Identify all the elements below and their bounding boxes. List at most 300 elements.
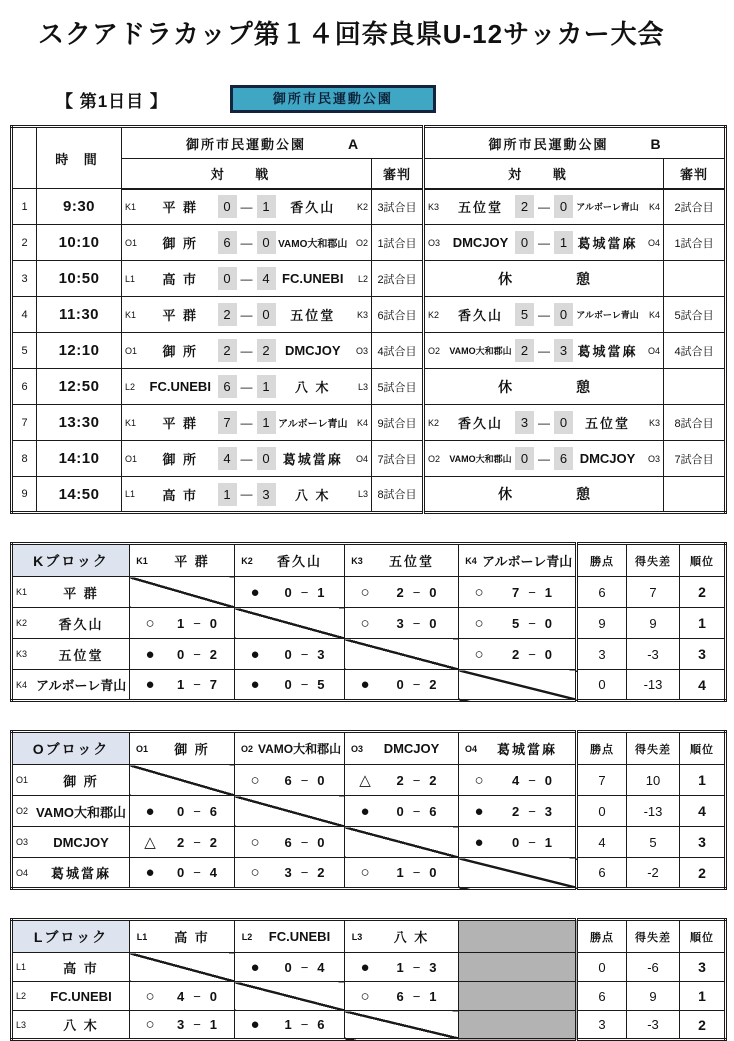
away-goals: 0	[317, 772, 325, 788]
away-team-code: O4	[355, 453, 368, 464]
away-team-code: K4	[356, 417, 368, 428]
result-mark-icon: ○	[360, 614, 370, 632]
block-row	[12, 639, 726, 670]
block-col-header	[459, 544, 577, 577]
referee-a-cell: 5試合目	[372, 369, 424, 405]
rank-header: 順位	[680, 544, 726, 577]
home-team-name: VAMO大和郡山	[449, 346, 512, 356]
home-goals: 2	[396, 772, 404, 788]
home-goals: 0	[176, 803, 185, 819]
away-team-name: 八 木	[294, 487, 331, 503]
block-row	[12, 953, 726, 982]
gd-cell: 9	[627, 608, 680, 639]
team-name: アルボーレ青山	[482, 554, 573, 569]
diagonal-cell	[130, 577, 235, 608]
home-team-code: O2	[428, 453, 441, 464]
team-code: O3	[16, 837, 29, 847]
result-score	[165, 616, 229, 631]
result-mark-icon: ●	[474, 802, 484, 820]
match-b-cell	[424, 189, 664, 225]
result-mark-icon: ○	[360, 864, 370, 881]
match-b-content	[428, 303, 660, 326]
result-content	[235, 647, 344, 662]
day-label: 【 第1日目 】	[56, 91, 168, 111]
away-team-code: K3	[356, 309, 368, 320]
away-goals: 5	[317, 677, 325, 692]
away-team-code: L2	[357, 273, 368, 284]
match-a-content	[125, 303, 368, 326]
gd-cell: -3	[627, 1011, 680, 1040]
result-content	[130, 677, 234, 692]
diagonal-cell	[345, 1011, 459, 1040]
team-name: 葛城當麻	[50, 866, 111, 881]
score-dash: −	[412, 803, 421, 819]
away-team-code: O4	[648, 345, 661, 356]
block-col-header	[459, 920, 577, 953]
schedule-row	[12, 225, 726, 261]
diagonal-cell	[130, 765, 235, 796]
points-cell: 6	[577, 858, 627, 889]
time-cell: 12:10	[37, 333, 122, 369]
block-row	[12, 765, 726, 796]
referee-b-cell: 2試合目	[664, 189, 726, 225]
match-b-cell	[424, 405, 664, 441]
gd-header: 得失差	[627, 544, 680, 577]
rank-cell: 2	[680, 1011, 726, 1040]
away-team-code: O3	[355, 345, 368, 356]
home-goals: 4	[511, 772, 520, 788]
home-score: 5	[515, 303, 534, 326]
result-content	[235, 1017, 344, 1032]
match-a-content	[125, 267, 368, 290]
away-score: 3	[554, 339, 573, 362]
home-team-name: 平 群	[162, 200, 199, 216]
result-cell	[235, 577, 345, 608]
result-mark-icon: ○	[250, 771, 260, 789]
result-score	[270, 585, 339, 600]
away-team-name: VAMO大和郡山	[278, 239, 348, 250]
result-mark-icon: ●	[360, 802, 370, 820]
referee-a-cell: 1試合目	[372, 225, 424, 261]
score-dash: —	[538, 307, 551, 322]
score-dash: —	[240, 487, 253, 501]
home-team-code: K1	[125, 201, 137, 212]
team-name: 葛城當麻	[496, 742, 557, 757]
result-cell	[345, 858, 459, 889]
away-team-name: アルボーレ青山	[576, 202, 639, 213]
home-goals: 1	[284, 1017, 292, 1032]
team-code: O4	[16, 867, 29, 878]
result-cell	[130, 982, 235, 1011]
score-dash: −	[193, 803, 201, 819]
away-goals: 6	[429, 803, 437, 819]
venue-b-name: 御所市民運動公園	[488, 136, 609, 152]
score-dash: −	[412, 677, 421, 692]
away-score: 0	[554, 195, 573, 218]
home-goals: 2	[511, 803, 520, 819]
match-a-cell	[122, 405, 372, 441]
referee-b-cell: 8試合目	[664, 405, 726, 441]
referee-a-cell: 4試合目	[372, 333, 424, 369]
team-code: K2	[241, 555, 253, 566]
match-a-cell	[122, 333, 372, 369]
away-goals: 1	[317, 584, 325, 600]
match-a-cell	[122, 225, 372, 261]
team-name: 八 木	[63, 1018, 99, 1033]
team-code: O1	[16, 775, 29, 785]
home-score: 3	[515, 411, 534, 434]
team-name: 御 所	[63, 773, 99, 789]
result-score	[165, 804, 229, 819]
block-header-row	[12, 732, 726, 765]
result-mark-icon: ●	[474, 833, 484, 851]
away-goals: 0	[209, 615, 218, 631]
result-mark-icon: ○	[145, 614, 155, 632]
result-score	[494, 616, 570, 631]
home-team-name: 五位堂	[458, 200, 504, 216]
time-header: 時 間	[37, 127, 122, 189]
block-row	[12, 982, 726, 1011]
away-team-name: アルボーレ青山	[278, 419, 348, 430]
away-score: 0	[257, 303, 276, 326]
block-row-team	[12, 639, 130, 670]
score-dash: −	[300, 1017, 309, 1032]
result-score	[494, 835, 570, 850]
away-goals: 2	[429, 677, 437, 692]
unused-cell	[459, 1011, 577, 1040]
result-score	[380, 585, 453, 600]
score-dash: −	[528, 615, 536, 631]
team-name: 平 群	[63, 585, 99, 601]
home-team-code: O1	[125, 453, 138, 464]
result-cell	[345, 577, 459, 608]
away-score: 1	[257, 375, 276, 398]
away-score: 1	[257, 195, 276, 218]
points-cell: 0	[577, 796, 627, 827]
result-score	[380, 616, 453, 631]
result-mark-icon: ●	[145, 676, 155, 693]
home-team-code: O2	[428, 345, 441, 356]
team-code: O3	[350, 743, 363, 754]
result-mark-icon: ○	[145, 987, 155, 1005]
schedule-table	[10, 125, 727, 514]
team-code: K1	[136, 555, 148, 566]
result-content	[235, 865, 344, 880]
away-goals: 1	[544, 834, 553, 850]
away-goals: 2	[209, 646, 218, 662]
home-team-name: 香久山	[458, 416, 504, 431]
time-cell: 11:30	[37, 297, 122, 333]
team-code: L2	[241, 931, 253, 942]
away-score: 2	[257, 339, 276, 362]
rank-header: 順位	[680, 732, 726, 765]
result-score	[270, 647, 339, 662]
away-team-code: O2	[355, 237, 368, 248]
result-content	[345, 865, 458, 880]
rank-cell: 3	[680, 827, 726, 858]
away-team-name: 五位堂	[585, 416, 631, 431]
rank-cell: 2	[680, 858, 726, 889]
result-content	[459, 835, 575, 850]
match-a-cell	[122, 189, 372, 225]
team-name: DMCJOY	[53, 834, 109, 850]
home-score: 0	[218, 195, 237, 218]
home-goals: 0	[396, 677, 404, 692]
away-goals: 1	[429, 988, 437, 1004]
gd-cell: 9	[627, 982, 680, 1011]
time-cell: 14:10	[37, 441, 122, 477]
score-dash: −	[300, 677, 309, 692]
gd-cell: -6	[627, 953, 680, 982]
block-table	[10, 542, 727, 702]
team-code: O2	[16, 806, 29, 816]
away-goals: 6	[317, 1017, 325, 1032]
match-a-cell	[122, 477, 372, 513]
result-mark-icon: ○	[360, 583, 370, 601]
away-score: 0	[257, 231, 276, 254]
away-team-code: L3	[357, 489, 368, 499]
result-cell	[345, 670, 459, 701]
home-team-name: 御 所	[162, 236, 199, 251]
gd-cell: 7	[627, 577, 680, 608]
result-cell	[345, 608, 459, 639]
result-cell	[345, 982, 459, 1011]
result-score	[165, 647, 229, 662]
match-a-content	[125, 483, 368, 506]
result-content	[345, 960, 458, 975]
rank-cell: 1	[680, 608, 726, 639]
home-score: 6	[218, 375, 237, 398]
time-cell: 10:10	[37, 225, 122, 261]
away-goals: 1	[544, 584, 553, 600]
away-score: 0	[554, 411, 573, 434]
away-team-name: 葛城當麻	[577, 236, 638, 251]
score-dash: −	[412, 865, 421, 880]
home-team-name: 高 市	[162, 487, 199, 503]
away-goals: 2	[317, 865, 325, 880]
away-goals: 0	[544, 646, 553, 662]
home-score: 2	[515, 339, 534, 362]
team-code: L2	[16, 991, 27, 1001]
match-b-content	[428, 447, 660, 470]
away-goals: 0	[429, 615, 437, 631]
score-dash: −	[412, 772, 421, 788]
away-goals: 4	[209, 865, 218, 880]
result-score	[494, 804, 570, 819]
result-cell	[459, 639, 577, 670]
schedule-row	[12, 369, 726, 405]
referee-a-cell: 6試合目	[372, 297, 424, 333]
schedule-row	[12, 297, 726, 333]
away-goals: 2	[429, 772, 437, 788]
result-score	[165, 865, 229, 880]
away-goals: 0	[209, 988, 218, 1004]
rank-header: 順位	[680, 920, 726, 953]
block-row	[12, 608, 726, 639]
rank-cell: 4	[680, 670, 726, 701]
result-mark-icon: ●	[250, 583, 260, 601]
home-goals: 0	[284, 584, 292, 600]
home-team-code: K1	[125, 417, 137, 428]
diagonal-cell	[235, 982, 345, 1011]
score-dash: —	[538, 235, 551, 250]
time-cell: 12:50	[37, 369, 122, 405]
result-mark-icon: ●	[145, 864, 155, 881]
away-goals: 2	[209, 834, 218, 850]
diagonal-cell	[345, 639, 459, 670]
away-team-code: K3	[649, 417, 661, 428]
home-goals: 0	[284, 959, 292, 975]
score-dash: −	[412, 615, 421, 631]
referee-a-cell: 3試合目	[372, 189, 424, 225]
score-dash: −	[193, 646, 201, 662]
team-code: O1	[135, 743, 148, 754]
row-number: 7	[12, 405, 37, 441]
score-dash: —	[538, 451, 551, 466]
rank-cell: 4	[680, 796, 726, 827]
result-mark-icon: ●	[360, 676, 370, 693]
result-content	[459, 616, 575, 631]
home-score: 1	[218, 483, 237, 506]
away-goals: 1	[209, 1017, 218, 1032]
gd-cell: 5	[627, 827, 680, 858]
home-team-code: K2	[428, 309, 440, 320]
result-content	[235, 835, 344, 850]
home-score: 4	[218, 447, 237, 470]
team-code: L1	[136, 931, 148, 942]
team-name: FC.UNEBI	[50, 988, 112, 1004]
home-goals: 1	[396, 865, 404, 880]
venue-badge: 御所市民運動公園	[230, 85, 436, 113]
page-title: スクアドラカップ第１４回奈良県U-12サッカー大会	[38, 19, 665, 49]
home-team-code: K2	[428, 417, 440, 428]
result-content	[345, 989, 458, 1004]
gd-cell: -3	[627, 639, 680, 670]
away-score: 6	[554, 447, 573, 470]
away-team-code: K2	[356, 201, 368, 212]
block-row-team	[12, 1011, 130, 1040]
home-score: 6	[218, 231, 237, 254]
break-cell: 休 憩	[424, 477, 664, 513]
block-col-header	[235, 920, 345, 953]
rank-cell: 3	[680, 953, 726, 982]
block-col-header	[130, 920, 235, 953]
team-name: DMCJOY	[383, 741, 440, 756]
team-code: K4	[465, 555, 477, 566]
result-mark-icon: ○	[474, 614, 484, 632]
away-team-code: K4	[649, 201, 661, 212]
diagonal-cell	[345, 827, 459, 858]
result-mark-icon: ○	[474, 583, 484, 601]
home-goals: 6	[396, 988, 404, 1004]
block-col-header	[130, 732, 235, 765]
team-name: 香久山	[58, 616, 104, 632]
home-score: 2	[218, 303, 237, 326]
home-score: 2	[515, 195, 534, 218]
away-team-name: アルボーレ青山	[576, 310, 639, 320]
referee-a-cell: 8試合目	[372, 477, 424, 513]
result-score	[380, 865, 453, 880]
away-team-code: O4	[648, 237, 661, 248]
time-cell: 13:30	[37, 405, 122, 441]
score-dash: —	[240, 307, 253, 322]
schedule-row	[12, 405, 726, 441]
home-score: 0	[218, 267, 237, 290]
rank-cell: 2	[680, 577, 726, 608]
away-score: 3	[257, 483, 276, 506]
home-goals: 2	[511, 646, 520, 662]
result-score	[494, 585, 570, 600]
team-code: O4	[464, 743, 477, 754]
team-name: 八 木	[393, 930, 430, 945]
result-mark-icon: ○	[145, 1016, 155, 1033]
home-team-name: 高 市	[162, 272, 199, 287]
score-dash: —	[538, 343, 551, 358]
score-dash: −	[193, 1017, 201, 1032]
away-score: 1	[554, 231, 573, 254]
venue-b-code: B	[650, 135, 661, 152]
unused-cell	[459, 982, 577, 1011]
points-header: 勝点	[577, 544, 627, 577]
away-team-code: O3	[648, 453, 661, 464]
result-cell	[130, 639, 235, 670]
score-dash: −	[193, 865, 201, 880]
result-content	[235, 677, 344, 692]
score-dash: —	[240, 199, 253, 214]
result-score	[165, 835, 229, 850]
away-team-code: K4	[649, 309, 661, 320]
home-goals: 3	[396, 615, 404, 631]
score-dash: −	[528, 646, 536, 662]
home-goals: 0	[396, 803, 404, 819]
home-score: 2	[218, 339, 237, 362]
team-name: 香久山	[276, 554, 322, 569]
points-cell: 7	[577, 765, 627, 796]
score-dash: —	[240, 343, 253, 358]
away-goals: 6	[209, 803, 218, 819]
result-mark-icon: ●	[250, 676, 260, 693]
score-dash: —	[240, 379, 253, 394]
result-score	[270, 865, 339, 880]
result-cell	[459, 796, 577, 827]
block-row-team	[12, 796, 130, 827]
result-content	[130, 616, 234, 631]
corner-cell	[12, 127, 37, 189]
result-cell	[459, 577, 577, 608]
score-dash: −	[193, 988, 201, 1004]
block-col-header	[345, 920, 459, 953]
block-row	[12, 577, 726, 608]
match-a-content	[125, 339, 368, 362]
block-header-row	[12, 920, 726, 953]
block-row-team	[12, 858, 130, 889]
away-goals: 0	[429, 584, 437, 600]
away-team-name: 五位堂	[290, 308, 336, 323]
match-a-content	[125, 375, 368, 398]
block-col-header	[235, 732, 345, 765]
result-mark-icon: ○	[250, 833, 260, 851]
result-score	[270, 960, 339, 975]
block-table	[10, 730, 727, 890]
score-dash: −	[193, 615, 201, 631]
result-content	[130, 647, 234, 662]
referee-a-header: 審判	[372, 159, 424, 189]
match-b-cell	[424, 297, 664, 333]
time-cell: 9:30	[37, 189, 122, 225]
result-score	[380, 773, 453, 788]
home-team-code: K1	[125, 309, 137, 320]
result-score	[165, 677, 229, 692]
